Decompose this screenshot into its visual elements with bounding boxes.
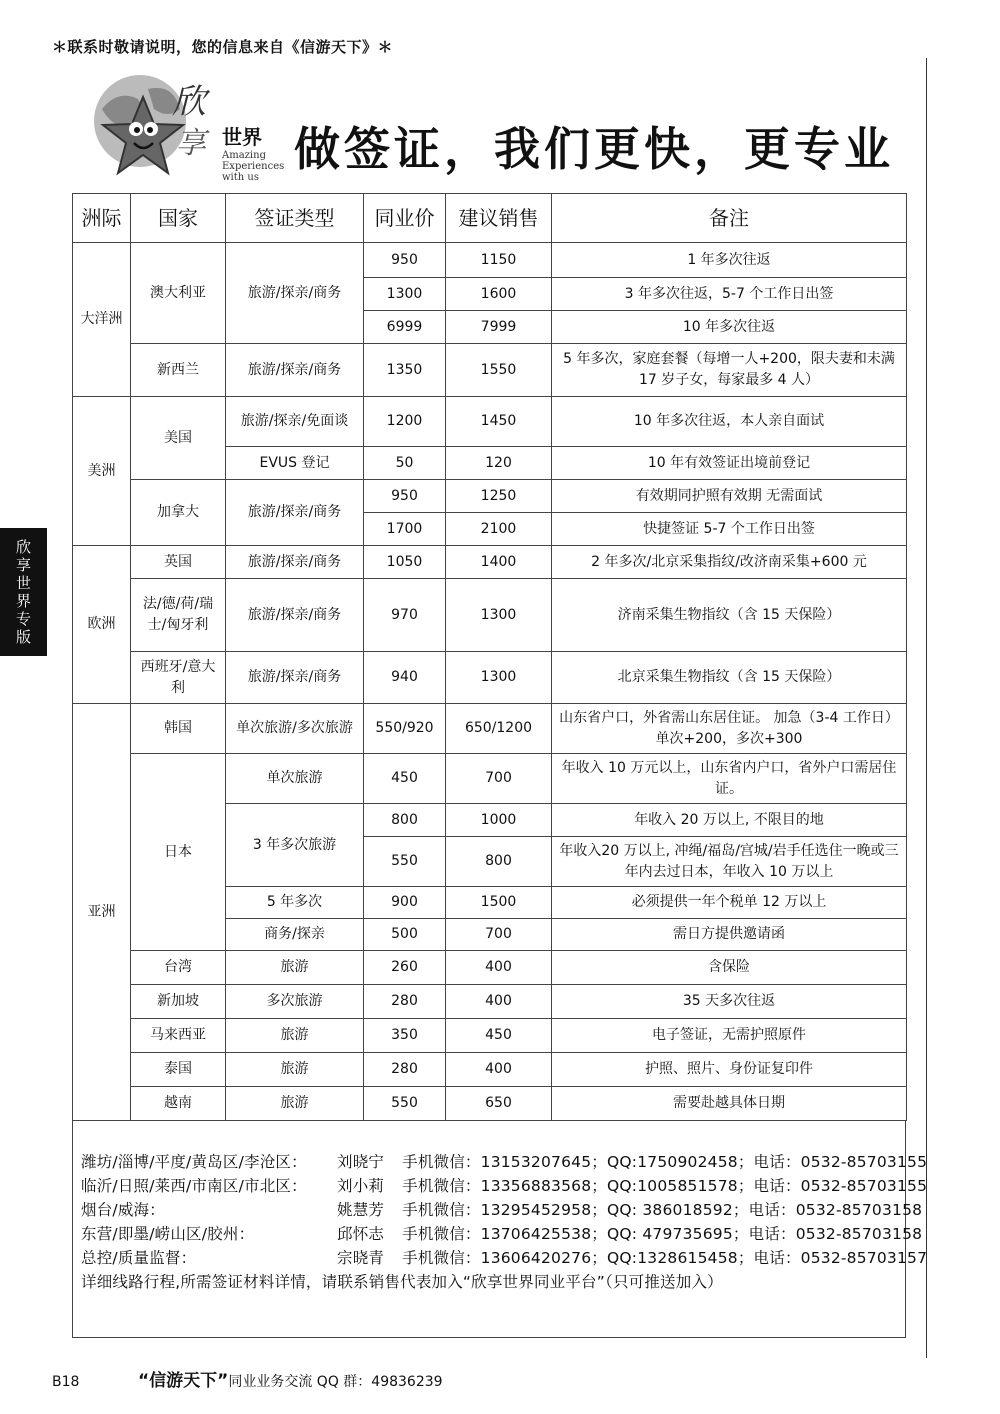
contact-row	[81, 1246, 927, 1268]
contact-detail: 手机微信：13606420276；QQ:1328615458；电话：0532-85703157	[397, 1249, 928, 1267]
svg-text:享: 享	[176, 126, 206, 161]
side-tab	[0, 528, 47, 656]
contact-detail: 手机微信：13295452958；QQ: 386018592；电话：0532-85703158	[397, 1201, 923, 1219]
page-header	[72, 65, 928, 190]
contact-section	[72, 1120, 928, 1338]
contact-name: 邱怀志	[337, 1225, 385, 1243]
visa-type-cell: 旅游/探亲/商务	[226, 579, 364, 652]
continent-cell: 美洲	[73, 397, 131, 546]
visa-type-cell: 旅游/探亲/商务	[226, 480, 364, 546]
contact-name: 姚慧芳	[337, 1201, 385, 1219]
suggested-price-cell: 400	[446, 951, 552, 985]
visa-type-cell: EVUS 登记	[226, 447, 364, 480]
suggested-price-cell: 800	[446, 837, 552, 887]
note-cell: 北京采集生物指纹（含 15 天保险）	[552, 652, 907, 704]
visa-type-cell: 单次旅游/多次旅游	[226, 704, 364, 754]
contact-row	[81, 1222, 922, 1244]
trade-price-cell: 1350	[364, 344, 446, 397]
trade-price-cell: 940	[364, 652, 446, 704]
contact-row	[81, 1174, 927, 1196]
country-cell: 马来西亚	[131, 1019, 226, 1053]
note-cell: 济南采集生物指纹（含 15 天保险）	[552, 579, 907, 652]
visa-type-cell: 旅游/探亲/商务	[226, 546, 364, 579]
contact-region: 潍坊/淄博/平度/黄岛区/李沧区：	[81, 1153, 307, 1171]
note-cell: 有效期同护照有效期 无需面试	[552, 480, 907, 513]
suggested-price-cell: 400	[446, 985, 552, 1019]
suggested-price-cell: 120	[446, 447, 552, 480]
note-cell: 年收入 10 万元以上，山东省内户口，省外户口需居住证。	[552, 754, 907, 804]
trade-price-cell: 500	[364, 919, 446, 951]
table-row	[73, 1087, 907, 1121]
country-cell: 澳大利亚	[131, 243, 226, 344]
top-notice: ＊联系时敬请说明，您的信息来自《信游天下》＊	[52, 38, 394, 56]
table-row	[73, 579, 907, 652]
visa-type-cell: 旅游/探亲/商务	[226, 652, 364, 704]
table-row	[73, 754, 907, 804]
table-row	[73, 652, 907, 704]
country-cell: 日本	[131, 754, 226, 951]
table-row	[73, 1053, 907, 1087]
suggested-price-cell: 650	[446, 1087, 552, 1121]
trade-price-cell: 1200	[364, 397, 446, 447]
note-cell: 含保险	[552, 951, 907, 985]
suggested-price-cell: 1300	[446, 652, 552, 704]
note-cell: 2 年多次/北京采集指纹/改济南采集+600 元	[552, 546, 907, 579]
star-mascot-logo-icon	[88, 69, 218, 187]
suggested-price-cell: 1150	[446, 243, 552, 278]
trade-price-cell: 260	[364, 951, 446, 985]
trade-price-cell: 550	[364, 1087, 446, 1121]
table-row	[73, 243, 907, 278]
trade-price-cell: 950	[364, 480, 446, 513]
suggested-price-cell: 700	[446, 754, 552, 804]
suggested-price-cell: 1000	[446, 804, 552, 837]
contact-name: 宗晓青	[337, 1249, 385, 1267]
visa-type-cell: 旅游/探亲/免面谈	[226, 397, 364, 447]
table-row	[73, 546, 907, 579]
brand-en-3: with us	[222, 172, 259, 183]
continent-cell: 欧洲	[73, 546, 131, 704]
page-footer	[52, 1366, 443, 1391]
note-cell: 10 年多次往返，本人亲自面试	[552, 397, 907, 447]
header-trade-price: 同业价	[364, 194, 446, 243]
table-header-row	[73, 194, 907, 243]
note-cell: 35 天多次往返	[552, 985, 907, 1019]
brand-block	[222, 121, 284, 183]
brand-en-1: Amazing	[222, 150, 266, 161]
country-cell: 新西兰	[131, 344, 226, 397]
visa-type-cell: 多次旅游	[226, 985, 364, 1019]
visa-type-cell: 旅游	[226, 1087, 364, 1121]
country-cell: 新加坡	[131, 985, 226, 1019]
side-tab-char: 享	[15, 556, 31, 574]
suggested-price-cell: 1500	[446, 887, 552, 919]
note-cell: 10 年多次往返	[552, 311, 907, 344]
header-continent: 洲际	[73, 194, 131, 243]
visa-type-cell: 旅游	[226, 951, 364, 985]
suggested-price-cell: 1600	[446, 278, 552, 311]
suggested-price-cell: 650/1200	[446, 704, 552, 754]
note-cell: 3 年多次往返，5-7 个工作日出签	[552, 278, 907, 311]
table-row	[73, 397, 907, 447]
brand-cn: 世界	[222, 125, 262, 149]
side-tab-char: 版	[15, 628, 31, 646]
note-cell: 快捷签证 5-7 个工作日出签	[552, 513, 907, 546]
note-cell: 山东省户口，外省需山东居住证。 加急（3-4 工作日）单次+200，多次+300	[552, 704, 907, 754]
visa-type-cell: 3 年多次旅游	[226, 804, 364, 887]
note-cell: 电子签证，无需护照原件	[552, 1019, 907, 1053]
country-cell: 美国	[131, 397, 226, 480]
contact-name: 刘晓宁	[337, 1153, 385, 1171]
visa-type-cell: 商务/探亲	[226, 919, 364, 951]
suggested-price-cell: 450	[446, 1019, 552, 1053]
visa-type-cell: 旅游/探亲/商务	[226, 344, 364, 397]
table-row	[73, 1019, 907, 1053]
visa-price-table	[72, 193, 907, 1121]
trade-price-cell: 900	[364, 887, 446, 919]
country-cell: 法/德/荷/瑞士/匈牙利	[131, 579, 226, 652]
contact-detail: 手机微信：13706425538；QQ: 479735695；电话：0532-85703158	[397, 1225, 923, 1243]
trade-price-cell: 550	[364, 837, 446, 887]
contact-region: 临沂/日照/莱西/市南区/市北区：	[81, 1177, 307, 1195]
trade-price-cell: 350	[364, 1019, 446, 1053]
contact-row	[81, 1150, 927, 1172]
suggested-price-cell: 1250	[446, 480, 552, 513]
country-cell: 韩国	[131, 704, 226, 754]
footer-brand: “信游天下”	[138, 1371, 229, 1391]
contact-detail: 手机微信：13356883568；QQ:1005851578；电话：0532-85703155	[397, 1177, 928, 1195]
contact-footer-note: 详细线路行程,所需签证材料详情，请联系销售代表加入“欣享世界同业平台”（只可推送加入）	[81, 1273, 723, 1291]
suggested-price-cell: 1550	[446, 344, 552, 397]
contact-row	[81, 1198, 922, 1220]
table-row	[73, 985, 907, 1019]
trade-price-cell: 450	[364, 754, 446, 804]
trade-price-cell: 550/920	[364, 704, 446, 754]
note-cell: 10 年有效签证出境前登记	[552, 447, 907, 480]
side-tab-char: 界	[15, 592, 31, 610]
suggested-price-cell: 400	[446, 1053, 552, 1087]
country-cell: 台湾	[131, 951, 226, 985]
note-cell: 必须提供一年个税单 12 万以上	[552, 887, 907, 919]
visa-type-cell: 单次旅游	[226, 754, 364, 804]
suggested-price-cell: 1450	[446, 397, 552, 447]
trade-price-cell: 50	[364, 447, 446, 480]
visa-type-cell: 旅游/探亲/商务	[226, 243, 364, 344]
trade-price-cell: 280	[364, 1053, 446, 1087]
note-cell: 5 年多次，家庭套餐（每增一人+200，限夫妻和未满 17 岁子女，每家最多 4 人）	[552, 344, 907, 397]
suggested-price-cell: 2100	[446, 513, 552, 546]
country-cell: 泰国	[131, 1053, 226, 1087]
trade-price-cell: 950	[364, 243, 446, 278]
suggested-price-cell: 1400	[446, 546, 552, 579]
contact-region: 总控/质量监督：	[81, 1249, 197, 1267]
trade-price-cell: 1050	[364, 546, 446, 579]
trade-price-cell: 6999	[364, 311, 446, 344]
trade-price-cell: 280	[364, 985, 446, 1019]
header-visa-type: 签证类型	[226, 194, 364, 243]
side-tab-char: 专	[15, 610, 31, 628]
note-cell: 需要赴越具体日期	[552, 1087, 907, 1121]
visa-type-cell: 旅游	[226, 1019, 364, 1053]
header-notes: 备注	[552, 194, 907, 243]
country-cell: 加拿大	[131, 480, 226, 546]
contact-detail: 手机微信：13153207645；QQ:1750902458；电话：0532-85703155	[397, 1153, 928, 1171]
trade-price-cell: 1300	[364, 278, 446, 311]
contact-region: 东营/即墨/崂山区/胶州：	[81, 1225, 255, 1243]
suggested-price-cell: 7999	[446, 311, 552, 344]
table-row	[73, 951, 907, 985]
brand-en-2: Experiences	[222, 161, 285, 172]
header-country: 国家	[131, 194, 226, 243]
footer-text: 同业业务交流 QQ 群：49836239	[228, 1374, 443, 1390]
svg-text:欣: 欣	[172, 82, 206, 122]
contact-name: 刘小莉	[337, 1177, 385, 1195]
country-cell: 英国	[131, 546, 226, 579]
table-row	[73, 344, 907, 397]
side-tab-char: 欣	[15, 538, 31, 556]
side-tab-char: 世	[15, 574, 31, 592]
note-cell: 年收入 20 万以上, 不限目的地	[552, 804, 907, 837]
note-cell: 1 年多次往返	[552, 243, 907, 278]
contact-region: 烟台/威海：	[81, 1201, 165, 1219]
continent-cell: 亚洲	[73, 704, 131, 1121]
continent-cell: 大洋洲	[73, 243, 131, 397]
suggested-price-cell: 700	[446, 919, 552, 951]
trade-price-cell: 1700	[364, 513, 446, 546]
note-cell: 年收入20 万以上, 冲绳/福岛/宫城/岩手任选住一晚或三年内去过日本，年收入 10 万以上	[552, 837, 907, 887]
country-cell: 西班牙/意大利	[131, 652, 226, 704]
page-number: B18	[52, 1374, 80, 1390]
trade-price-cell: 970	[364, 579, 446, 652]
slogan: 做签证，我们更快，更专业	[294, 122, 894, 176]
table-row	[73, 704, 907, 754]
trade-price-cell: 800	[364, 804, 446, 837]
note-cell: 需日方提供邀请函	[552, 919, 907, 951]
visa-type-cell: 旅游	[226, 1053, 364, 1087]
visa-type-cell: 5 年多次	[226, 887, 364, 919]
country-cell: 越南	[131, 1087, 226, 1121]
header-suggested-price: 建议销售	[446, 194, 552, 243]
note-cell: 护照、照片、身份证复印件	[552, 1053, 907, 1087]
suggested-price-cell: 1300	[446, 579, 552, 652]
table-row	[73, 480, 907, 513]
